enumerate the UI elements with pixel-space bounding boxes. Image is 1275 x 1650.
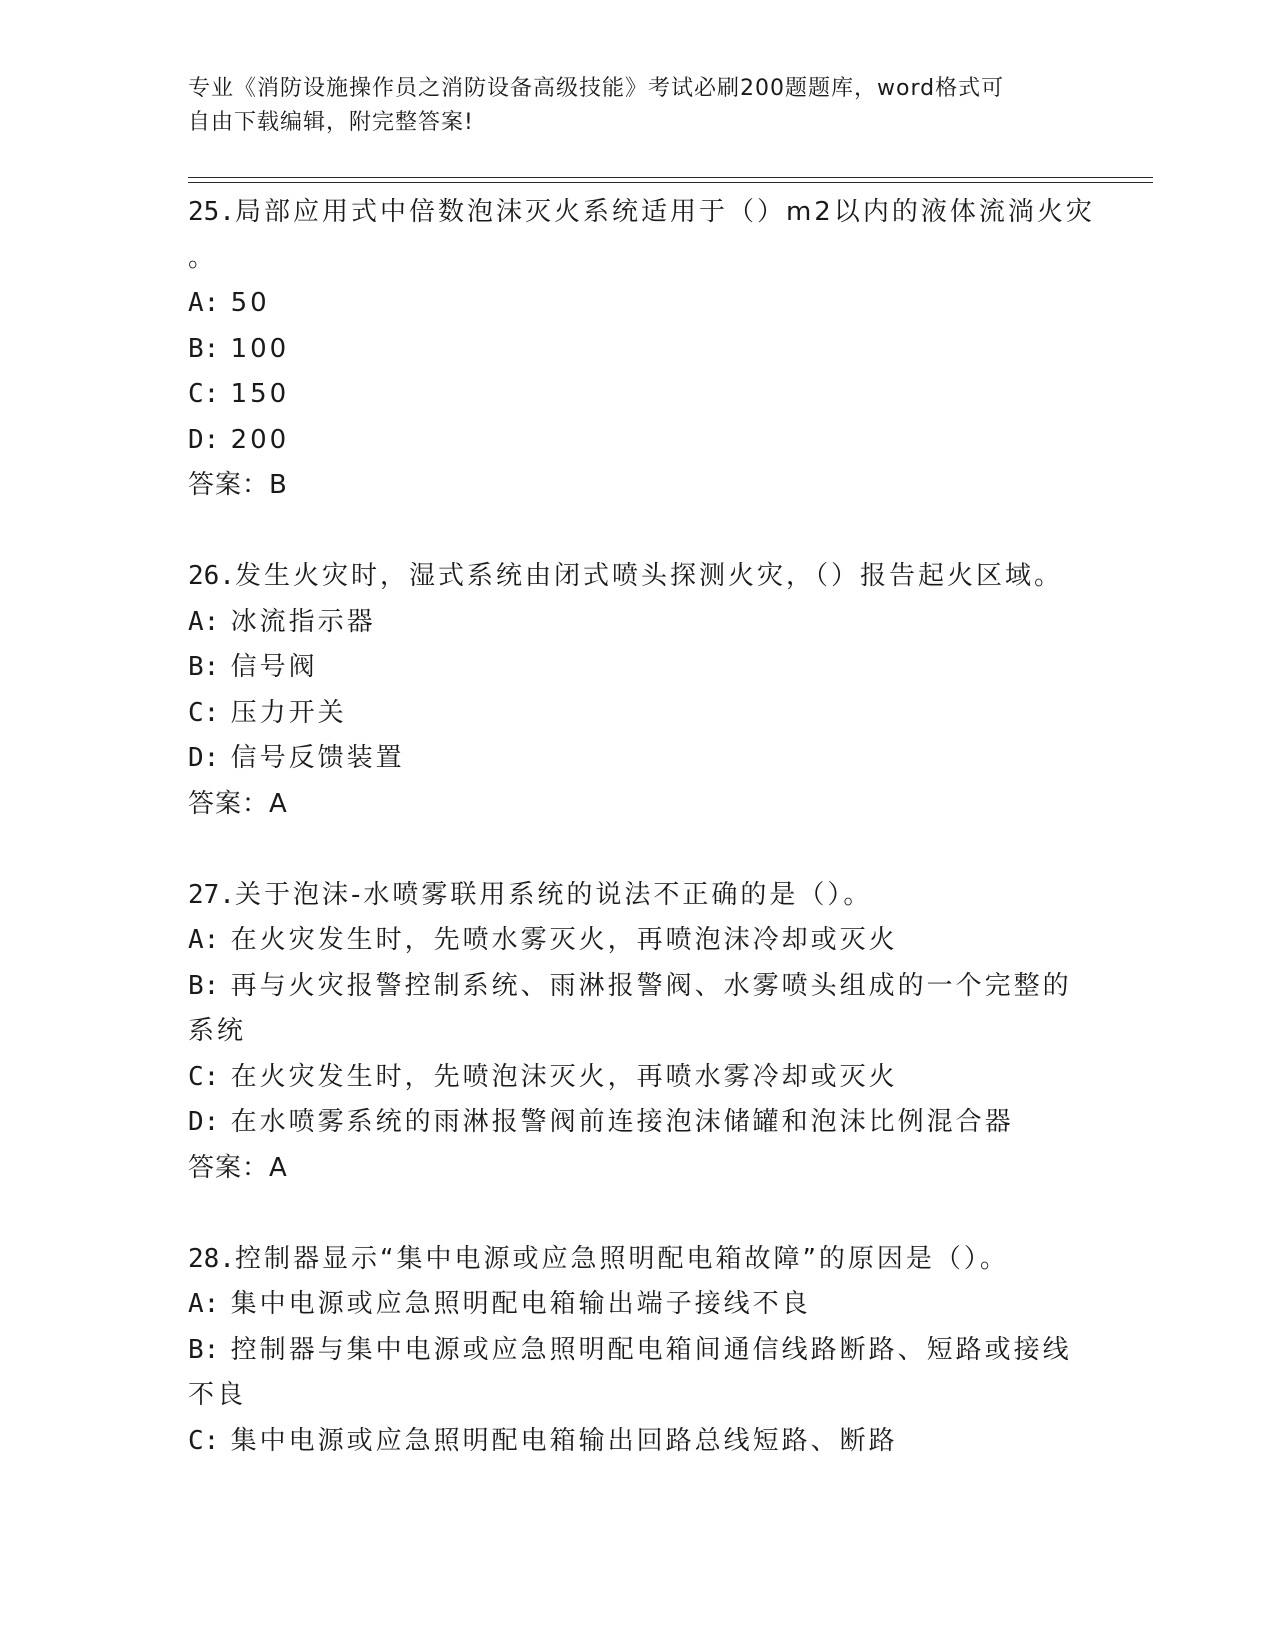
option-text: 在火灾发生时，先喷泡沫灭火，再喷水雾冷却或灭火	[230, 1061, 898, 1092]
question-27	[188, 873, 1088, 1192]
answer: 答案：A	[188, 1152, 288, 1183]
question-stem	[188, 190, 1095, 236]
question-stem	[188, 1237, 1088, 1283]
question-25	[188, 190, 1095, 509]
question-list	[188, 190, 1095, 1464]
question-stem-continued: 。	[188, 242, 218, 273]
answer: 答案：A	[188, 788, 288, 819]
header-divider-bottom	[188, 182, 1153, 183]
question-number: 27.	[188, 879, 235, 910]
document-header	[188, 72, 1108, 140]
option-text: 150	[230, 379, 290, 409]
header-divider-top	[188, 177, 1153, 178]
question-text: 局部应用式中倍数泡沫灭火系统适用于（）m2以内的液体流淌火灾	[234, 197, 1095, 227]
option-letter: A:	[188, 606, 220, 637]
question-text: 关于泡沫-水喷雾联用系统的说法不正确的是（）。	[234, 879, 873, 910]
option-d	[188, 418, 1088, 464]
option-text: 信号阀	[230, 652, 318, 682]
question-text: 控制器显示“集中电源或应急照明配电箱故障”的原因是（）。	[234, 1243, 1009, 1274]
header-line-1: 专业《消防设施操作员之消防设备高级技能》考试必刷200题题库，word格式可	[188, 76, 1005, 101]
question-number: 25.	[188, 197, 235, 227]
option-text: 集中电源或应急照明配电箱输出回路总线短路、断路	[230, 1425, 898, 1456]
option-b	[188, 327, 1088, 373]
option-c	[188, 691, 1088, 737]
option-c	[188, 1055, 1088, 1101]
option-a	[188, 281, 1088, 327]
option-text: 冰流指示器	[230, 606, 376, 637]
option-letter: A:	[188, 1289, 220, 1319]
answer: 答案：B	[188, 470, 288, 500]
option-letter: C:	[188, 697, 220, 728]
question-spacer	[188, 509, 1088, 555]
option-d	[188, 1100, 1088, 1146]
option-b	[188, 1328, 1088, 1374]
option-text: 50	[230, 288, 270, 318]
option-text: 在火灾发生时，先喷水雾灭火，再喷泡沫冷却或灭火	[230, 925, 898, 955]
question-stem	[188, 873, 1088, 919]
option-letter: B:	[188, 333, 220, 364]
option-letter: A:	[188, 925, 220, 955]
question-spacer	[188, 827, 1088, 873]
question-28	[188, 1237, 1088, 1465]
option-a	[188, 600, 1088, 646]
option-a	[188, 1282, 1088, 1328]
option-letter: B:	[188, 652, 220, 682]
option-letter: C:	[188, 379, 220, 409]
question-text: 发生火灾时，湿式系统由闭式喷头探测火灾，（）报告起火区域。	[234, 561, 1063, 591]
option-a	[188, 918, 1088, 964]
question-spacer	[188, 1191, 1088, 1237]
option-text: 再与火灾报警控制系统、雨淋报警阀、水雾喷头组成的一个完整的	[230, 970, 1072, 1001]
option-letter: C:	[188, 1061, 220, 1092]
question-stem	[188, 554, 1088, 600]
option-letter: D:	[188, 1107, 220, 1137]
option-text: 控制器与集中电源或应急照明配电箱间通信线路断路、短路或接线	[230, 1334, 1072, 1365]
header-line-2: 自由下载编辑，附完整答案!	[188, 110, 474, 135]
option-letter: D:	[188, 424, 220, 455]
option-text: 集中电源或应急照明配电箱输出端子接线不良	[230, 1289, 811, 1319]
option-c	[188, 372, 1088, 418]
option-b	[188, 964, 1088, 1010]
option-text: 100	[230, 333, 290, 364]
question-number: 26.	[188, 561, 235, 591]
option-b-continued: 不良	[188, 1380, 247, 1410]
option-d	[188, 736, 1088, 782]
question-26	[188, 554, 1088, 827]
option-letter: B:	[188, 1334, 220, 1365]
option-b-continued: 系统	[188, 1016, 247, 1046]
option-text: 信号反馈装置	[230, 743, 405, 773]
option-c	[188, 1419, 1088, 1465]
option-letter: C:	[188, 1425, 220, 1456]
question-number: 28.	[188, 1243, 235, 1274]
option-letter: B:	[188, 970, 220, 1001]
option-letter: D:	[188, 743, 220, 773]
option-b	[188, 645, 1088, 691]
option-text: 在水喷雾系统的雨淋报警阀前连接泡沫储罐和泡沫比例混合器	[230, 1107, 1014, 1137]
option-text: 200	[230, 424, 290, 455]
option-letter: A:	[188, 288, 220, 318]
option-text: 压力开关	[230, 697, 347, 728]
